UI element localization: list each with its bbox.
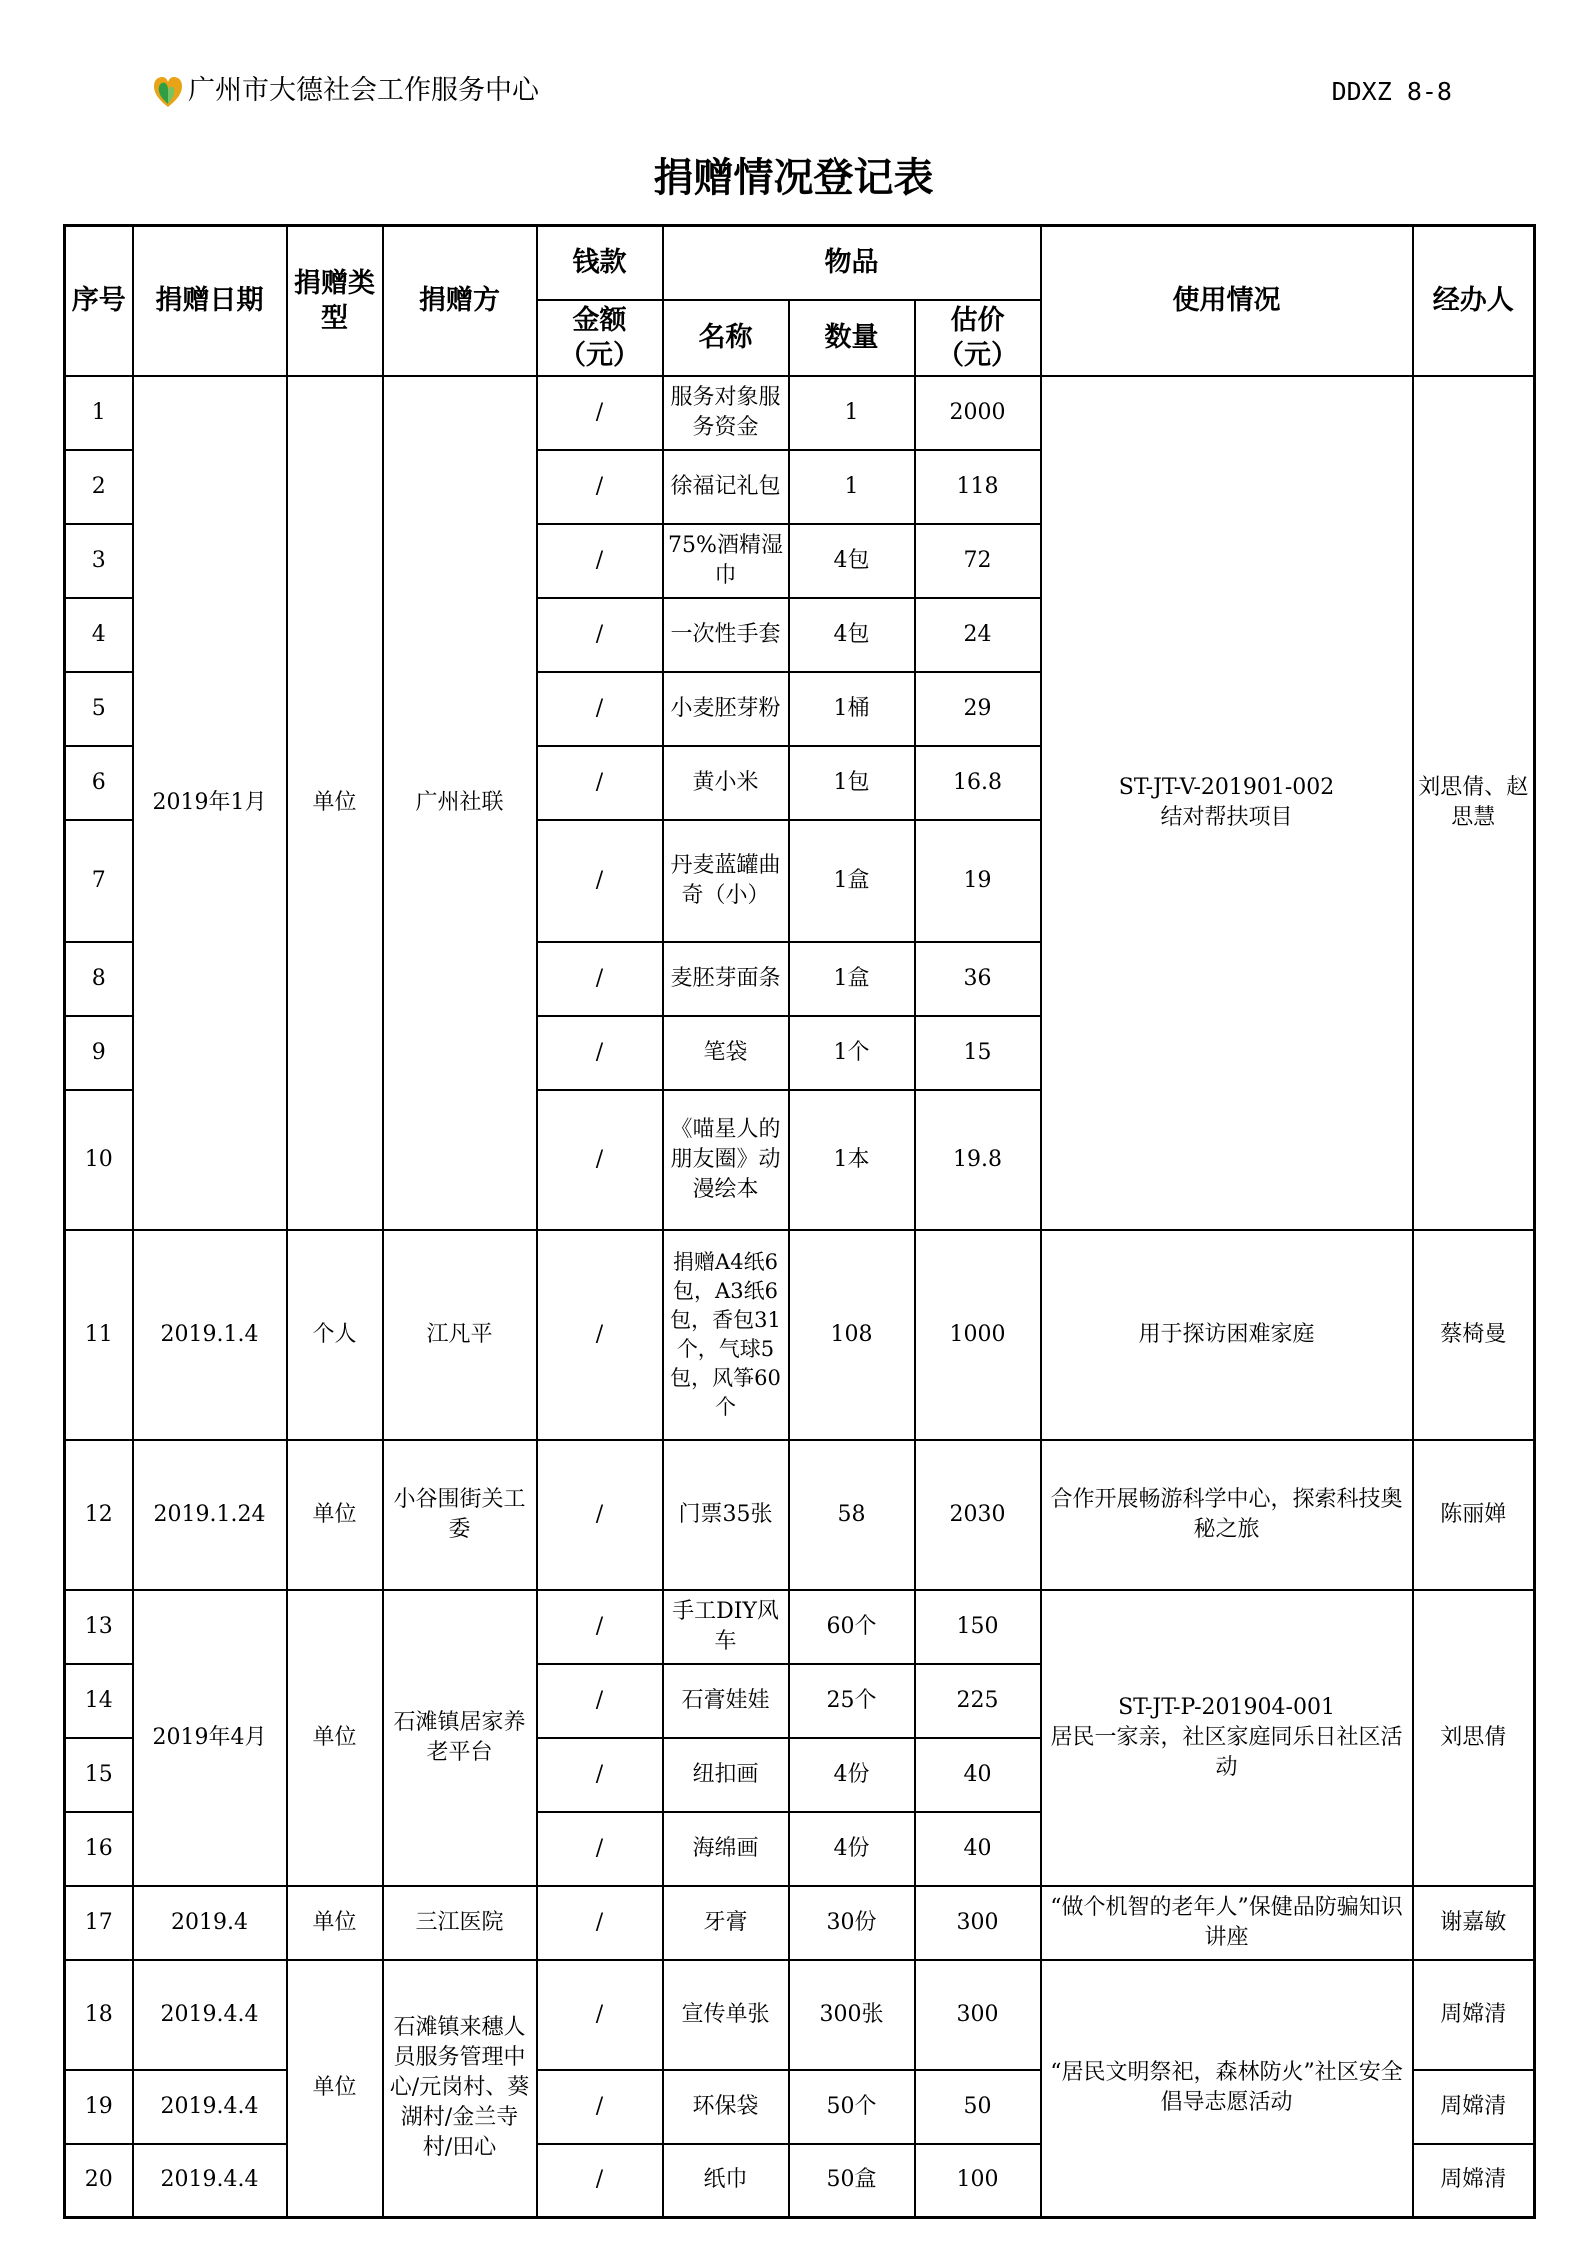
- donor-cell: 三江医院: [383, 1886, 537, 1960]
- date-cell: 2019年1月: [133, 376, 287, 1230]
- seq-cell: 20: [65, 2144, 133, 2218]
- money-cell: /: [537, 672, 663, 746]
- table-row: [65, 1886, 1535, 1960]
- goods-name-cell: 小麦胚芽粉: [663, 672, 789, 746]
- table-row: [65, 1440, 1535, 1590]
- col-goods-qty: 数量: [789, 300, 915, 376]
- goods-qty-cell: 4包: [789, 598, 915, 672]
- seq-cell: 4: [65, 598, 133, 672]
- col-money-amount: 金额（元）: [537, 300, 663, 376]
- goods-name-cell: 纽扣画: [663, 1738, 789, 1812]
- col-goods: 物品: [663, 226, 1041, 300]
- donor-cell: 小谷围街关工委: [383, 1440, 537, 1590]
- goods-name-cell: 《喵星人的朋友圈》动漫绘本: [663, 1090, 789, 1230]
- handler-cell: 周嫦清: [1413, 2070, 1535, 2144]
- col-type: 捐赠类型: [287, 226, 383, 376]
- col-donor: 捐赠方: [383, 226, 537, 376]
- goods-value-cell: 16.8: [915, 746, 1041, 820]
- goods-value-cell: 29: [915, 672, 1041, 746]
- date-cell: 2019.4.4: [133, 2144, 287, 2218]
- type-cell: 单位: [287, 1960, 383, 2218]
- goods-qty-cell: 25个: [789, 1664, 915, 1738]
- goods-qty-cell: 50盒: [789, 2144, 915, 2218]
- goods-qty-cell: 1个: [789, 1016, 915, 1090]
- goods-name-cell: 一次性手套: [663, 598, 789, 672]
- goods-value-cell: 300: [915, 1960, 1041, 2070]
- money-cell: /: [537, 1440, 663, 1590]
- seq-cell: 9: [65, 1016, 133, 1090]
- money-cell: /: [537, 376, 663, 450]
- goods-name-cell: 75%酒精湿巾: [663, 524, 789, 598]
- col-goods-name: 名称: [663, 300, 789, 376]
- handler-cell: 刘思倩: [1413, 1590, 1535, 1886]
- money-cell: /: [537, 1664, 663, 1738]
- usage-cell: ST-JT-V-201901-002 结对帮扶项目: [1041, 376, 1413, 1230]
- goods-name-cell: 黄小米: [663, 746, 789, 820]
- goods-name-cell: 纸巾: [663, 2144, 789, 2218]
- date-cell: 2019.4.4: [133, 2070, 287, 2144]
- date-cell: 2019年4月: [133, 1590, 287, 1886]
- table-row: [65, 376, 1535, 450]
- money-cell: /: [537, 1590, 663, 1664]
- seq-cell: 2: [65, 450, 133, 524]
- donation-register-table: [63, 224, 1536, 2219]
- money-cell: /: [537, 450, 663, 524]
- type-cell: 单位: [287, 1886, 383, 1960]
- date-cell: 2019.4: [133, 1886, 287, 1960]
- seq-cell: 5: [65, 672, 133, 746]
- usage-cell: “做个机智的老年人”保健品防骗知识讲座: [1041, 1886, 1413, 1960]
- col-usage: 使用情况: [1041, 226, 1413, 376]
- usage-cell: ST-JT-P-201904-001 居民一家亲，社区家庭同乐日社区活动: [1041, 1590, 1413, 1886]
- seq-cell: 12: [65, 1440, 133, 1590]
- header-row-1: [65, 226, 1535, 300]
- money-cell: /: [537, 524, 663, 598]
- goods-qty-cell: 58: [789, 1440, 915, 1590]
- organization-name: 广州市大德社会工作服务中心: [188, 75, 539, 106]
- seq-cell: 3: [65, 524, 133, 598]
- goods-name-cell: 手工DIY风车: [663, 1590, 789, 1664]
- goods-value-cell: 19: [915, 820, 1041, 942]
- goods-name-cell: 麦胚芽面条: [663, 942, 789, 1016]
- goods-value-cell: 2000: [915, 376, 1041, 450]
- goods-value-cell: 50: [915, 2070, 1041, 2144]
- col-money: 钱款: [537, 226, 663, 300]
- date-cell: 2019.1.24: [133, 1440, 287, 1590]
- goods-name-cell: 海绵画: [663, 1812, 789, 1886]
- money-cell: /: [537, 820, 663, 942]
- goods-value-cell: 24: [915, 598, 1041, 672]
- handler-cell: 周嫦清: [1413, 1960, 1535, 2070]
- goods-value-cell: 72: [915, 524, 1041, 598]
- page-header: [152, 70, 1452, 114]
- handler-cell: 谢嘉敏: [1413, 1886, 1535, 1960]
- heart-leaf-logo: [152, 74, 184, 110]
- goods-value-cell: 118: [915, 450, 1041, 524]
- type-cell: 单位: [287, 1440, 383, 1590]
- seq-cell: 17: [65, 1886, 133, 1960]
- money-cell: /: [537, 1738, 663, 1812]
- money-cell: /: [537, 1960, 663, 2070]
- goods-name-cell: 宣传单张: [663, 1960, 789, 2070]
- goods-name-cell: 环保袋: [663, 2070, 789, 2144]
- table-row: [65, 1230, 1535, 1440]
- goods-qty-cell: 4包: [789, 524, 915, 598]
- goods-value-cell: 100: [915, 2144, 1041, 2218]
- goods-qty-cell: 1盒: [789, 820, 915, 942]
- money-cell: /: [537, 746, 663, 820]
- goods-name-cell: 门票35张: [663, 1440, 789, 1590]
- seq-cell: 7: [65, 820, 133, 942]
- goods-name-cell: 捐赠A4纸6包，A3纸6包，香包31个，气球5包，风筝60个: [663, 1230, 789, 1440]
- goods-value-cell: 300: [915, 1886, 1041, 1960]
- donor-cell: 广州社联: [383, 376, 537, 1230]
- money-cell: /: [537, 2070, 663, 2144]
- donor-cell: 石滩镇居家养老平台: [383, 1590, 537, 1886]
- goods-name-cell: 服务对象服务资金: [663, 376, 789, 450]
- seq-cell: 14: [65, 1664, 133, 1738]
- date-cell: 2019.1.4: [133, 1230, 287, 1440]
- seq-cell: 18: [65, 1960, 133, 2070]
- type-cell: 个人: [287, 1230, 383, 1440]
- table-row: [65, 1590, 1535, 1664]
- seq-cell: 16: [65, 1812, 133, 1886]
- money-cell: /: [537, 1016, 663, 1090]
- seq-cell: 11: [65, 1230, 133, 1440]
- goods-name-cell: 丹麦蓝罐曲奇（小）: [663, 820, 789, 942]
- goods-qty-cell: 30份: [789, 1886, 915, 1960]
- type-cell: 单位: [287, 1590, 383, 1886]
- goods-value-cell: 150: [915, 1590, 1041, 1664]
- seq-cell: 19: [65, 2070, 133, 2144]
- goods-value-cell: 36: [915, 942, 1041, 1016]
- col-date: 捐赠日期: [133, 226, 287, 376]
- money-cell: /: [537, 942, 663, 1016]
- money-cell: /: [537, 1886, 663, 1960]
- goods-value-cell: 15: [915, 1016, 1041, 1090]
- goods-qty-cell: 1包: [789, 746, 915, 820]
- usage-cell: 合作开展畅游科学中心，探索科技奥秘之旅: [1041, 1440, 1413, 1590]
- goods-value-cell: 40: [915, 1738, 1041, 1812]
- goods-value-cell: 19.8: [915, 1090, 1041, 1230]
- goods-qty-cell: 60个: [789, 1590, 915, 1664]
- seq-cell: 13: [65, 1590, 133, 1664]
- goods-qty-cell: 108: [789, 1230, 915, 1440]
- usage-cell: “居民文明祭祀，森林防火”社区安全倡导志愿活动: [1041, 1960, 1413, 2218]
- goods-qty-cell: 1本: [789, 1090, 915, 1230]
- goods-qty-cell: 1桶: [789, 672, 915, 746]
- seq-cell: 8: [65, 942, 133, 1016]
- col-handler: 经办人: [1413, 226, 1535, 376]
- goods-qty-cell: 300张: [789, 1960, 915, 2070]
- col-seq: 序号: [65, 226, 133, 376]
- goods-value-cell: 40: [915, 1812, 1041, 1886]
- goods-name-cell: 笔袋: [663, 1016, 789, 1090]
- goods-name-cell: 牙膏: [663, 1886, 789, 1960]
- goods-value-cell: 2030: [915, 1440, 1041, 1590]
- goods-qty-cell: 1: [789, 450, 915, 524]
- goods-qty-cell: 1: [789, 376, 915, 450]
- money-cell: /: [537, 2144, 663, 2218]
- form-title: 捐赠情况登记表: [653, 155, 934, 201]
- goods-value-cell: 1000: [915, 1230, 1041, 1440]
- money-cell: /: [537, 1230, 663, 1440]
- seq-cell: 1: [65, 376, 133, 450]
- goods-qty-cell: 50个: [789, 2070, 915, 2144]
- handler-cell: 刘思倩、赵思慧: [1413, 376, 1535, 1230]
- goods-name-cell: 石膏娃娃: [663, 1664, 789, 1738]
- date-cell: 2019.4.4: [133, 1960, 287, 2070]
- seq-cell: 10: [65, 1090, 133, 1230]
- goods-name-cell: 徐福记礼包: [663, 450, 789, 524]
- seq-cell: 6: [65, 746, 133, 820]
- donor-cell: 江凡平: [383, 1230, 537, 1440]
- handler-cell: 陈丽婵: [1413, 1440, 1535, 1590]
- handler-cell: 蔡椅曼: [1413, 1230, 1535, 1440]
- type-cell: 单位: [287, 376, 383, 1230]
- col-goods-value: 估价（元）: [915, 300, 1041, 376]
- goods-qty-cell: 1盒: [789, 942, 915, 1016]
- goods-value-cell: 225: [915, 1664, 1041, 1738]
- table-row: [65, 1960, 1535, 2070]
- goods-qty-cell: 4份: [789, 1812, 915, 1886]
- seq-cell: 15: [65, 1738, 133, 1812]
- donor-cell: 石滩镇来穗人员服务管理中心/元岗村、葵湖村/金兰寺村/田心: [383, 1960, 537, 2218]
- usage-cell: 用于探访困难家庭: [1041, 1230, 1413, 1440]
- money-cell: /: [537, 1090, 663, 1230]
- money-cell: /: [537, 1812, 663, 1886]
- document-code: DDXZ 8-8: [1331, 77, 1452, 106]
- handler-cell: 周嫦清: [1413, 2144, 1535, 2218]
- money-cell: /: [537, 598, 663, 672]
- goods-qty-cell: 4份: [789, 1738, 915, 1812]
